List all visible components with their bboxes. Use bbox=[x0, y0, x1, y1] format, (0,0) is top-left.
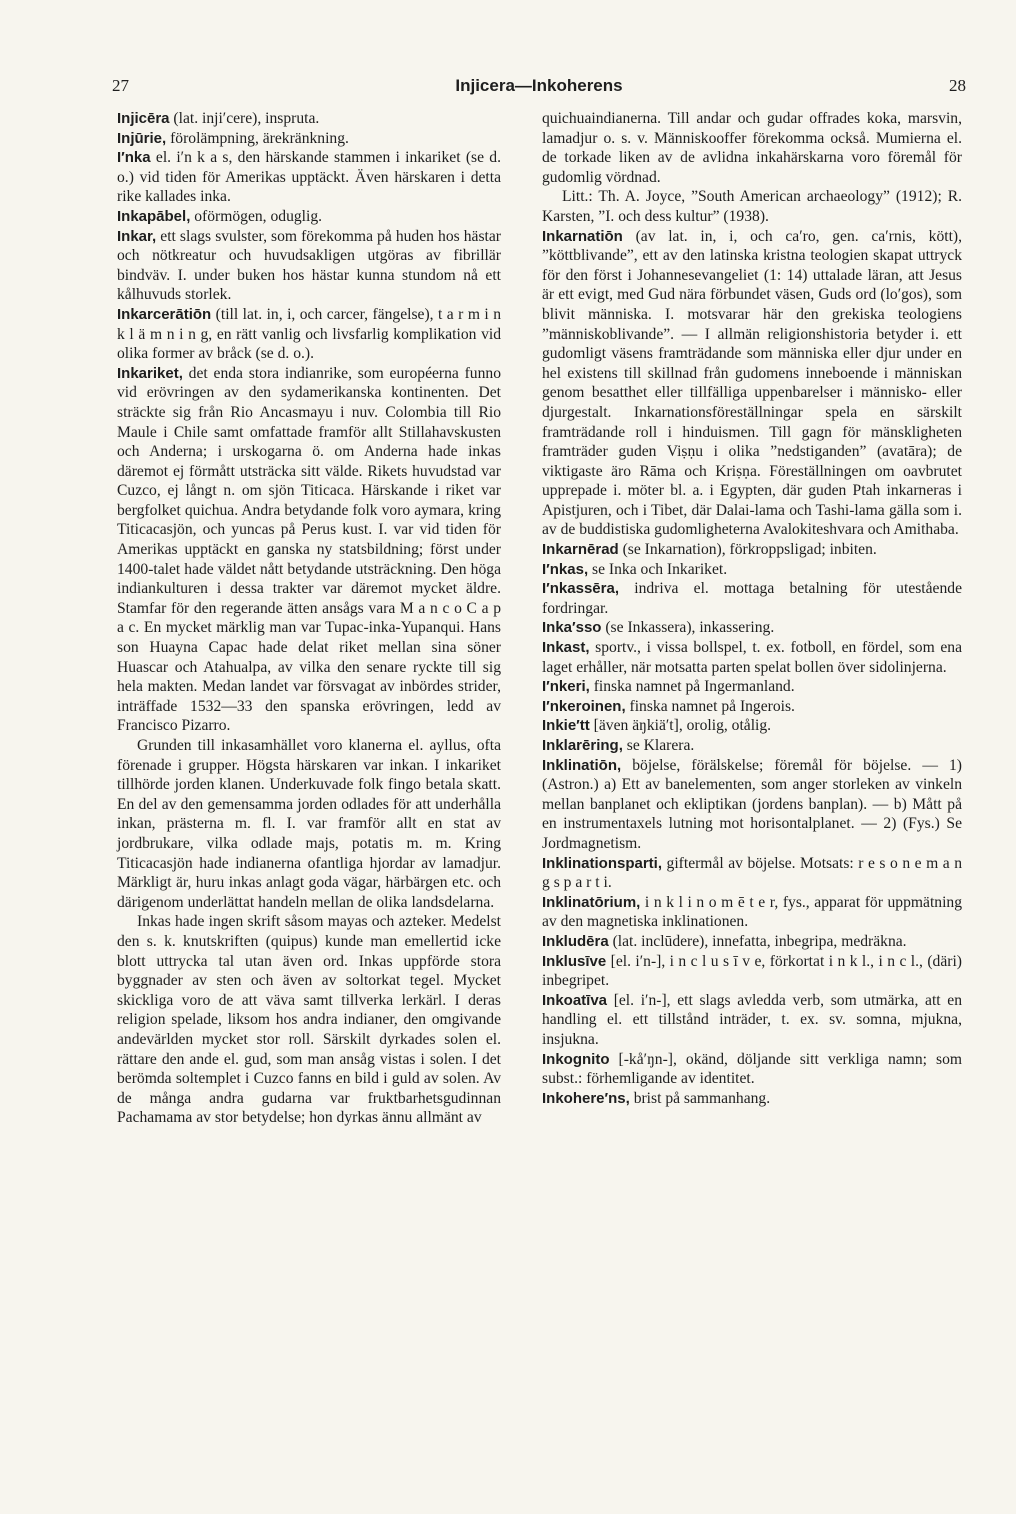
entry-headword: I′nkas, bbox=[542, 560, 589, 578]
dictionary-entry bbox=[542, 1089, 962, 1109]
entry-headword: Inkoatīva bbox=[542, 991, 608, 1009]
dictionary-entry bbox=[542, 638, 962, 677]
dictionary-entry bbox=[542, 932, 962, 952]
entry-text: i n k l i n o m ē t e r, fys., apparat för uppmätning av den magnetiska inklinationen. bbox=[542, 893, 962, 931]
entry-headword: Inkognito bbox=[542, 1050, 610, 1068]
entry-text: det enda stora indianrike, som européerna funno vid erövringen av den sydamerikanska kontinenten. Det sträckte sig från Rio Ancasmayu i nuv. Colombia till Rio Maule i Chile samt omfattade framför allt Stillahavskusten och Anderna; i urskogarna ö. om Anderna hade inkas däremot ej förmått utsträcka sitt välde. Rikets huvudstad var Cuzco, ej långt n. om sjön Titicaca. Härskande i riket var bergfolket quichua. Andra betydande folk voro aymara, kring Titicacasjön, och yuncas på Perus kust. I. var vid tiden för Amerikas upptäckt en ganska ny statsbildning; först under 1400-talet hade väldet nått betydande utsträckning. Den höga indiankulturen i dessa trakter var däremot mycket äldre. Stamfar för den regerande ätten ansågs vara M a n c o C a p a c. En mycket märklig man var Tupac-inka-Yupanqui. Hans son Huayna Capac hade delat riket mellan sina söner Huascar och Atahualpa, av vilka den senare ryckte till sig hela makten. Medan landet var försvagat av inbördes strider, inträffade 1532—33 den spanska erövringen, ledd av Francisco Pizarro. bbox=[117, 364, 501, 735]
dictionary-entry bbox=[542, 854, 962, 893]
entry-text: finska namnet på Ingermanland. bbox=[589, 678, 795, 696]
dictionary-entry bbox=[542, 579, 962, 618]
dictionary-entry bbox=[542, 991, 962, 1050]
entry-headword: Injicēra bbox=[117, 110, 170, 127]
dictionary-entry bbox=[542, 560, 962, 580]
dictionary-entry bbox=[117, 207, 501, 227]
entry-text: brist på sammanhang. bbox=[629, 1089, 771, 1107]
dictionary-entry bbox=[117, 148, 501, 207]
entry-text: Litt.: Th. A. Joyce, ”South American archaeology” (1912); R. Karsten, ”I. och dess kultur” (1938). bbox=[542, 188, 962, 225]
dictionary-entry bbox=[542, 1050, 962, 1089]
entry-text: sportv., i vissa bollspel, t. ex. fotboll, en fördel, som ena laget erhåller, när motsatta parten spelat bollen över sidolinjerna. bbox=[542, 639, 962, 676]
entry-headword: I′nkeri, bbox=[542, 678, 590, 696]
entry-paragraph bbox=[542, 187, 962, 226]
entry-headword: Inkohere′ns, bbox=[542, 1089, 630, 1107]
entry-headword: I′nka bbox=[117, 149, 151, 167]
entry-text: el. i′n k a s, den härskande stammen i inkariket (se d. o.) vid tiden för Amerikas upptäckt. Även härskaren i detta rike kallades inka. bbox=[117, 149, 501, 206]
entry-text: förolämpning, ärekränkning. bbox=[166, 129, 349, 147]
entry-headword: Inkariket, bbox=[117, 364, 183, 382]
entry-headword: Inkarnērad bbox=[542, 541, 619, 559]
entry-headword: Inkast, bbox=[542, 639, 590, 657]
entry-headword: Injūrie, bbox=[117, 129, 167, 147]
entry-headword: I′nkassēra, bbox=[542, 580, 619, 598]
dictionary-entry bbox=[542, 893, 962, 932]
entry-paragraph bbox=[117, 912, 501, 1128]
entry-text: [el. i′n-], ett slags avledda verb, som utmärka, att en handling el. ett tillstånd inträder, t. ex. sv. somna, mjukna, insjukna. bbox=[542, 991, 962, 1048]
entry-headword: Inkie′tt bbox=[542, 717, 590, 735]
page-number-left: 27 bbox=[112, 76, 129, 95]
entry-text: (av lat. in, i, och ca′ro, gen. ca′rnis, kött), ”köttblivande”, ett av den latinska kristna teologien skapat uttryck för den först i Johannesevangeliet (1: 14) uttalade läran, att Jesus är ett evigt, med Gud nära förbundet väsen, Guds ord (lo′gos), som blivit människa. I. motsvarar här den grekiska teologiens ”människoblivande”. — I allmän religionshistoria betyder i. ett gudomligt väsens framträdande som människa eller djur under en hel existens till skillnad från gudomens inneboende i människan genom besatthet eller tillfälliga uppenbarelser i människo- eller djurgestalt. Inkarnationsföreställningar spela en särskilt framträdande roll i hinduismen. Till gagn för mänskligheten framträder guden Viṣṇu i olika ”nedstiganden” (avatāra); de viktigaste äro Rāma och Kriṣṇa. Föreställningen om oavbrutet upprepade i. möter bl. a. i Egypten, där guden Ptah inkarneras i Apistjuren, och i Tibet, där Dalai-lama och Tashi-lama gälla som i. av de buddistiska gudomligheterna Avalokiteshvara och Amithaba. bbox=[542, 227, 962, 539]
entry-text: (till lat. in, i, och carcer, fängelse), t a r m i n k l ä m n i n g, en rätt vanlig och livsfarlig komplikation vid olika former av bråck (se d. o.). bbox=[117, 305, 501, 363]
page-header bbox=[112, 76, 966, 102]
dictionary-entry bbox=[542, 697, 962, 717]
dictionary-entry bbox=[542, 618, 962, 638]
entry-headword: Inklarēring, bbox=[542, 737, 623, 754]
entry-text: (lat. inji′cere), inspruta. bbox=[169, 110, 320, 127]
entry-paragraph bbox=[542, 109, 962, 187]
dictionary-entry bbox=[117, 364, 501, 736]
entry-text: ett slags svulster, som förekomma på huden hos hästar och nötkreatur och huvudsakligen utgöras av fibrillär bindväv. I. under buken hos hästar kunna stundom nå ett kålhuvuds storlek. bbox=[117, 227, 501, 304]
running-title: Injicera—Inkoherens bbox=[455, 76, 623, 95]
entry-text: böjelse, förälskelse; föremål för böjelse. — 1) (Astron.) a) Ett av banelementen, som anger storleken av vinkeln mellan banplanet och ekliptikan (jordens banplan). — b) Mått på en instrumentaxels lutning mot horisontalplanet. — 2) (Fys.) Se Jordmagnetism. bbox=[542, 756, 962, 852]
entry-headword: Inkapābel, bbox=[117, 207, 191, 225]
dictionary-entry bbox=[117, 227, 501, 305]
entry-headword: Inkludēra bbox=[542, 932, 609, 950]
dictionary-entry bbox=[542, 540, 962, 560]
entry-headword: Inkarcerātiōn bbox=[117, 305, 212, 323]
entry-headword: Inka′sso bbox=[542, 619, 602, 637]
dictionary-entry bbox=[542, 736, 962, 756]
entry-text: se Klarera. bbox=[622, 737, 695, 754]
entry-text: finska namnet på Ingerois. bbox=[625, 697, 795, 715]
entry-text: indriva el. mottaga betalning för utestående fordringar. bbox=[542, 580, 962, 617]
entry-headword: Inkarnatiōn bbox=[542, 227, 623, 245]
entry-text: (se Inkarnation), förkroppsligad; inbiten. bbox=[618, 541, 877, 559]
entry-text: Grunden till inkasamhället voro klanerna el. ayllus, ofta förenade i grupper. Högsta härskaren var inkan. I inkariket tillhörde jorden klanen. Underkuvade folk fingo betala skatt. En del av den gemensamma jorden odlades för att underhålla inkan, prästerna m. fl. I. var framför allt en stat av jordbrukare, vilka odlade majs, potatis m. m. Kring Titicacasjön hade indianerna ofantliga hjordar av lamadjur. Märkligt är, huru inkas anlagt goda vägar, härbärgen etc. och därigenom underlättat handeln mellan de olika landsdelarna. bbox=[117, 737, 501, 911]
dictionary-entry bbox=[542, 756, 962, 854]
entry-headword: I′nkeroinen, bbox=[542, 697, 626, 715]
entry-text: (se Inkassera), inkassering. bbox=[601, 619, 775, 637]
right-column bbox=[542, 109, 962, 1108]
dictionary-entry bbox=[542, 677, 962, 697]
entry-text: Inkas hade ingen skrift såsom mayas och azteker. Medelst den s. k. knutskriften (quipus) kunde man emellertid icke blott uttrycka tal utan även ord. Inkas uppförde stora byggnader av sten och även av soltorkat tegel. Mycket skickliga voro de att väva samt tillverka lerkärl. I deras religion spelade, liksom hos andra indianer, den omgivande andevärlden mycket stor roll. Särskilt dyrkades solen el. rättare den ande el. gud, som man ansåg vistas i solen. I det berömda soltemplet i Cuzco fanns en bild i guld av solen. Av de många andra gudarna var fruktbarhetsgudinnan Pachamama av stor betydelse; hon dyrkas ännu allmänt av bbox=[117, 913, 501, 1127]
left-column bbox=[117, 109, 501, 1128]
entry-headword: Inklusīve bbox=[542, 952, 607, 970]
entry-text: [även äŋkiä′t], orolig, otålig. bbox=[589, 717, 772, 735]
dictionary-entry bbox=[542, 227, 962, 541]
entry-headword: Inkar, bbox=[117, 227, 157, 245]
entry-text: [-kå′ŋn-], okänd, döljande sitt verkliga namn; som subst.: förhemligande av identitet. bbox=[542, 1050, 962, 1088]
entry-text: (lat. inclūdere), innefatta, inbegripa, medräkna. bbox=[608, 932, 907, 950]
entry-text: se Inka och Inkariket. bbox=[588, 560, 728, 578]
dictionary-entry bbox=[117, 305, 501, 364]
dictionary-entry bbox=[117, 129, 501, 149]
page-number-right: 28 bbox=[949, 76, 966, 95]
entry-headword: Inklinatōrium, bbox=[542, 893, 641, 911]
entry-text: oförmögen, oduglig. bbox=[190, 207, 323, 225]
entry-headword: Inklinationsparti, bbox=[542, 854, 663, 872]
entry-text: quichuaindianerna. Till andar och gudar offrades koka, marsvin, lamadjur o. s. v. Människooffer förekomma också. Mumierna el. de torkade liken av de avlidna inkahärskarna voro föremål för gudomlig vördnad. bbox=[542, 110, 962, 186]
entry-paragraph bbox=[117, 736, 501, 912]
entry-text: giftermål av böjelse. Motsats: r e s o n e m a n g s p a r t i. bbox=[542, 854, 962, 892]
entry-headword: Inklinatiōn, bbox=[542, 756, 622, 774]
dictionary-entry bbox=[117, 109, 501, 129]
dictionary-entry bbox=[542, 952, 962, 991]
entry-text: [el. i′n-], i n c l u s ī v e, förkortat i n k l., i n c l., (däri) inbegripet. bbox=[542, 952, 962, 990]
dictionary-entry bbox=[542, 716, 962, 736]
